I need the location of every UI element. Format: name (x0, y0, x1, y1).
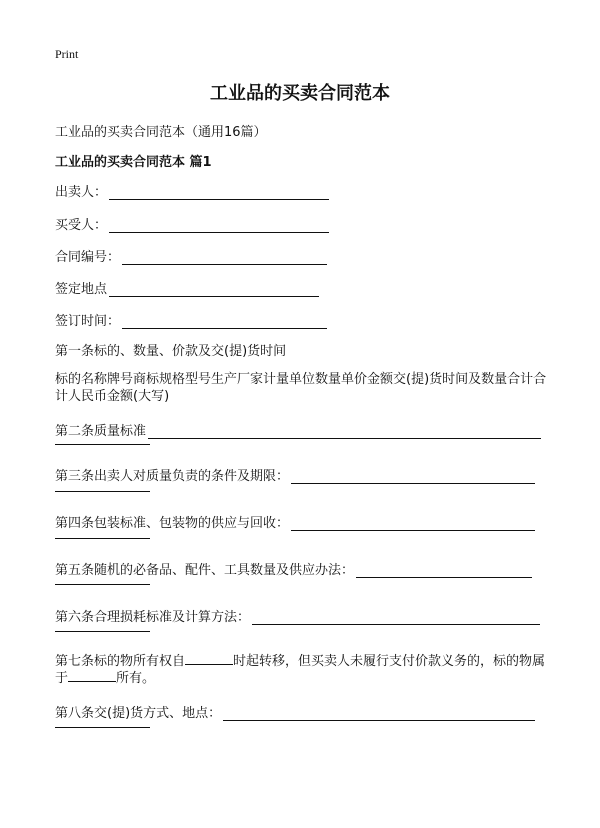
clause-2-blank (148, 424, 541, 439)
contract-number-field (55, 245, 327, 265)
signing-time-field (55, 309, 327, 329)
signing-time-label: 签订时间： (55, 314, 121, 329)
clause-3-underline (55, 491, 150, 492)
clause-7-part2: 时起转移，但买卖人未履行支付价款义务的，标的物属于 (55, 654, 546, 686)
buyer-label: 买受人： (55, 218, 108, 233)
clause-7-part1: 第七条标的物所有权自 (55, 654, 186, 669)
seller-blank (109, 185, 329, 200)
clause-8-text: 第八条交(提)货方式、地点： (55, 706, 222, 721)
buyer-blank (109, 218, 329, 233)
clause-5 (55, 558, 532, 578)
clause-2-text: 第二条质量标准 (55, 424, 147, 439)
seller-field (55, 180, 329, 200)
clause-4-text: 第四条包装标准、包装物的供应与回收： (55, 516, 290, 531)
clause-4-underline (55, 538, 150, 539)
clause-6-underline (55, 631, 150, 632)
signing-time-blank (122, 314, 327, 329)
clause-7-part3: 所有。 (116, 671, 156, 686)
clause-7-blank-1 (185, 654, 233, 665)
clause-8 (55, 701, 535, 721)
document-subtitle: 工业品的买卖合同范本（通用16篇） (55, 125, 267, 140)
buyer-field (55, 213, 329, 233)
clause-5-blank (356, 563, 532, 578)
clause-7 (55, 653, 550, 687)
signing-place-field (55, 277, 319, 297)
clause-8-blank (223, 706, 535, 721)
clause-3 (55, 464, 535, 484)
clause-3-blank (291, 469, 535, 484)
clause-2 (55, 419, 541, 439)
clause-1-title: 第一条标的、数量、价款及交(提)货时间 (55, 344, 287, 359)
clause-3-text: 第三条出卖人对质量负责的条件及期限： (55, 469, 290, 484)
signing-place-blank (109, 282, 319, 297)
clause-5-underline (55, 584, 150, 585)
seller-label: 出卖人： (55, 185, 108, 200)
contract-number-blank (122, 250, 327, 265)
clause-7-blank-2 (68, 671, 116, 682)
print-label[interactable]: Print (55, 47, 79, 61)
clause-6-text: 第六条合理损耗标准及计算方法： (55, 610, 251, 625)
contract-number-label: 合同编号： (55, 250, 121, 265)
signing-place-label: 签定地点 (55, 282, 108, 297)
section-heading: 工业品的买卖合同范本 篇1 (55, 155, 212, 170)
clause-2-underline (55, 444, 150, 445)
clause-8-underline (55, 727, 150, 728)
clause-1-detail: 标的名称牌号商标规格型号生产厂家计量单位数量单价金额交(提)货时间及数量合计合计人民币金额(大写) (55, 372, 547, 404)
document-title: 工业品的买卖合同范本 (210, 83, 390, 104)
clause-4-blank (291, 516, 535, 531)
clause-6-blank (252, 610, 540, 625)
clause-5-text: 第五条随机的必备品、配件、工具数量及供应办法： (55, 563, 355, 578)
clause-4 (55, 511, 535, 531)
clause-6 (55, 605, 540, 625)
